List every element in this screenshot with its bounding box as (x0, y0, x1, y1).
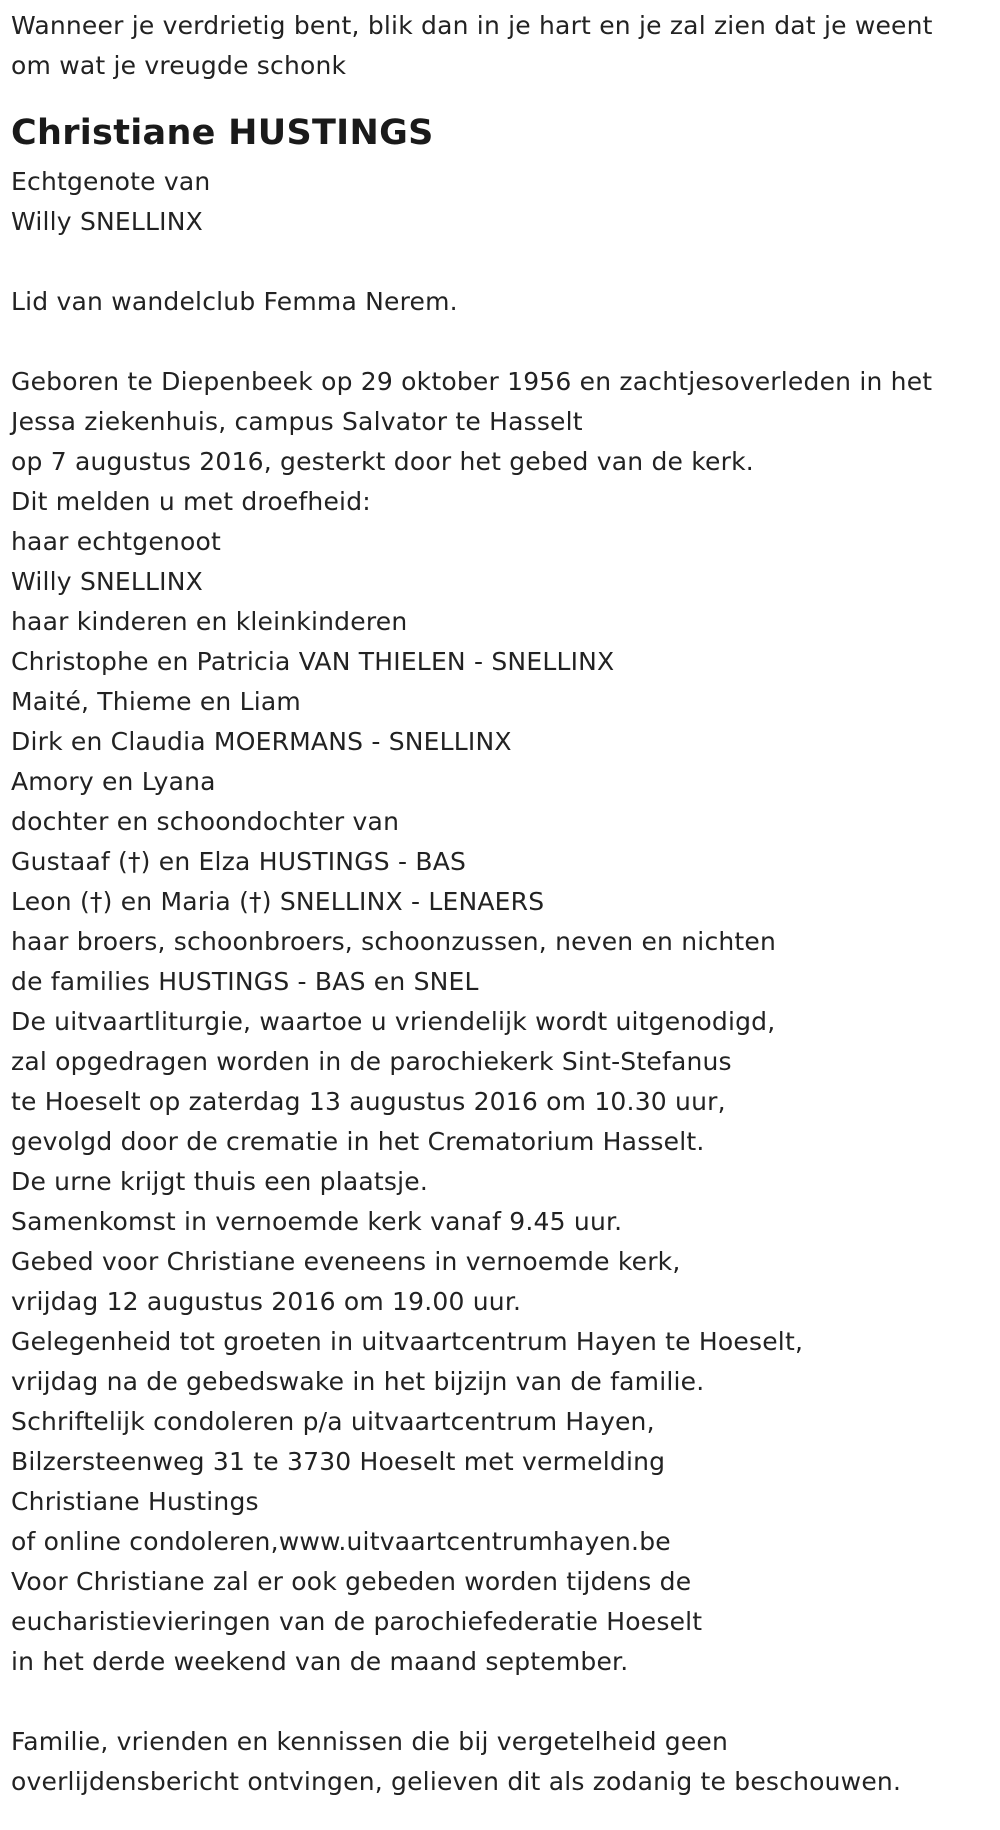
spacer (11, 242, 1000, 282)
membership-text: Lid van wandelclub Femma Nerem. (11, 287, 458, 316)
text-line: in het derde weekend van de maand september. (11, 1647, 629, 1676)
spouse-intro (11, 162, 1000, 242)
text-line: dochter en schoondochter van (11, 807, 400, 836)
spouse-name: Willy SNELLINX (11, 207, 203, 236)
text-line: gevolgd door de crematie in het Crematorium Hasselt. (11, 1127, 705, 1156)
text-line: zal opgedragen worden in de parochiekerk Sint-Stefanus (11, 1047, 732, 1076)
text-line: haar kinderen en kleinkinderen (11, 607, 408, 636)
text-line: Gebed voor Christiane eveneens in vernoemde kerk, (11, 1247, 681, 1276)
text-line: Dirk en Claudia MOERMANS - SNELLINX (11, 727, 512, 756)
text-line: Gustaaf (†) en Elza HUSTINGS - BAS (11, 847, 467, 876)
deceased-name: Christiane HUSTINGS (11, 113, 434, 153)
text-line: Christophe en Patricia VAN THIELEN - SNELLINX (11, 647, 615, 676)
text-line: vrijdag na de gebedswake in het bijzijn van de familie. (11, 1367, 705, 1396)
text-line: Schriftelijk condoleren p/a uitvaartcentrum Hayen, (11, 1407, 655, 1436)
text-line: Jessa ziekenhuis, campus Salvator te Hasselt (11, 407, 583, 436)
text-line: Dit melden u met droefheid: (11, 487, 371, 516)
text-line: Samenkomst in vernoemde kerk vanaf 9.45 uur. (11, 1207, 623, 1236)
text-line: te Hoeselt op zaterdag 13 augustus 2016 om 10.30 uur, (11, 1087, 726, 1116)
text-line: Willy SNELLINX (11, 567, 203, 596)
text-line: haar broers, schoonbroers, schoonzussen, neven en nichten (11, 927, 777, 956)
spouse-intro-line: Echtgenote van (11, 167, 211, 196)
text-line: De uitvaartliturgie, waartoe u vriendelijk wordt uitgenodigd, (11, 1007, 776, 1036)
text-line: op 7 augustus 2016, gesterkt door het gebed van de kerk. (11, 447, 754, 476)
main-text (11, 362, 1000, 1682)
text-line: Leon (†) en Maria (†) SNELLINX - LENAERS (11, 887, 545, 916)
text-line: vrijdag 12 augustus 2016 om 19.00 uur. (11, 1287, 522, 1316)
motto-line: Wanneer je verdrietig bent, blik dan in je hart en je zal zien dat je weent (11, 11, 933, 40)
text-line: eucharistievieringen van de parochiefederatie Hoeselt (11, 1607, 703, 1636)
closing-line: overlijdensbericht ontvingen, gelieven dit als zodanig te beschouwen. (11, 1767, 902, 1796)
motto-line: om wat je vreugde schonk (11, 51, 347, 80)
text-line: Geboren te Diepenbeek op 29 oktober 1956 en zachtjesoverleden in het (11, 367, 933, 396)
text-line: of online condoleren,www.uitvaartcentrumhayen.be (11, 1527, 671, 1556)
text-line: Amory en Lyana (11, 767, 216, 796)
text-line: haar echtgenoot (11, 527, 221, 556)
closing-line: Familie, vrienden en kennissen die bij vergetelheid geen (11, 1727, 729, 1756)
spacer (11, 322, 1000, 362)
text-line: Bilzersteenweg 31 te 3730 Hoeselt met vermelding (11, 1447, 666, 1476)
closing-note (11, 1722, 1000, 1802)
text-line: De urne krijgt thuis een plaatsje. (11, 1167, 429, 1196)
spacer (11, 1682, 1000, 1722)
text-line: Maité, Thieme en Liam (11, 687, 301, 716)
text-line: Christiane Hustings (11, 1487, 259, 1516)
text-line: Gelegenheid tot groeten in uitvaartcentrum Hayen te Hoeselt, (11, 1327, 804, 1356)
text-line: Voor Christiane zal er ook gebeden worden tijdens de (11, 1567, 692, 1596)
motto (11, 6, 1000, 86)
text-line: de families HUSTINGS - BAS en SNEL (11, 967, 479, 996)
